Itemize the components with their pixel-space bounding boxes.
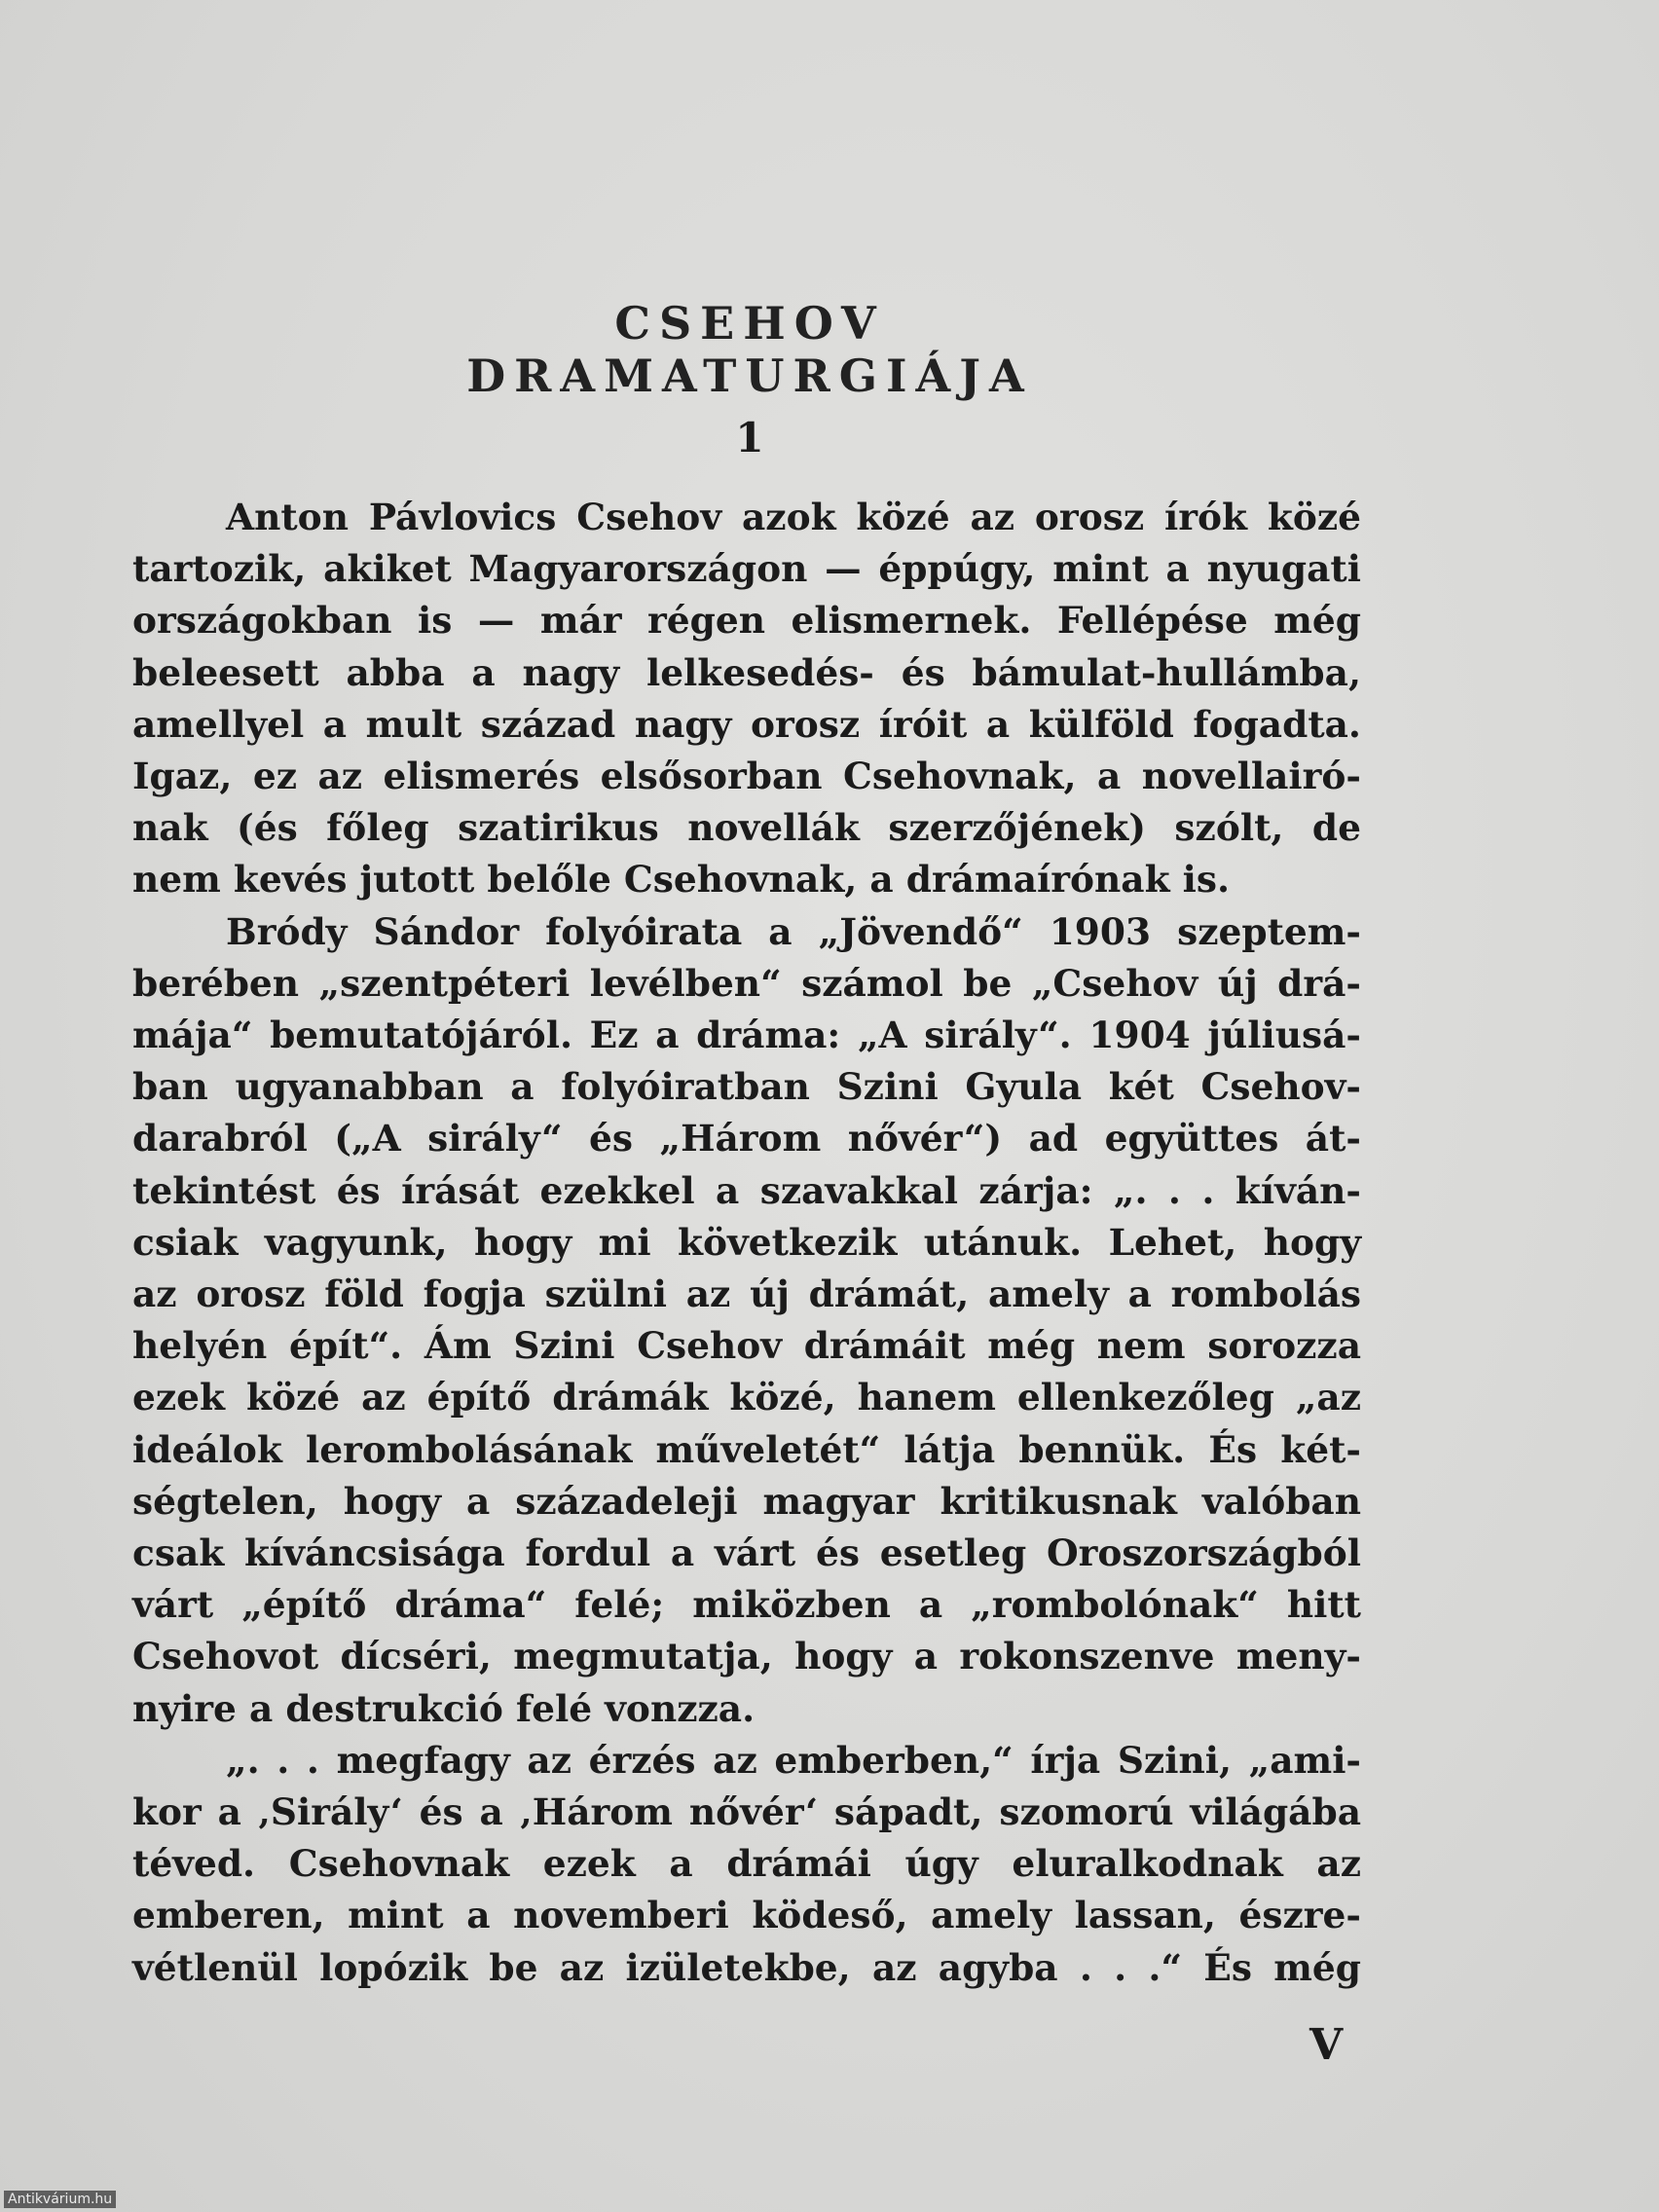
text-line: Csehovot dícséri, megmutatja, hogy a rokonszenve meny- [132, 1635, 1361, 1678]
watermark: Antikvárium.hu [4, 2191, 116, 2208]
section-number: 1 [735, 414, 764, 461]
text-line: darabról („A sirály“ és „Három nővér“) ad együttes át- [132, 1117, 1361, 1161]
text-line: nyire a destrukció felé vonzza. [132, 1686, 756, 1730]
text-line: berében „szentpéteri levélben“ számol be „Csehov új drá- [132, 961, 1361, 1005]
text-line: nak (és főleg szatirikus novellák szerzőjének) szólt, de [132, 806, 1361, 850]
text-line: „. . . megfagy az érzés az emberben,“ írja Szini, „ami- [226, 1738, 1361, 1782]
body-text [132, 492, 1361, 1994]
text-line: tekintést és írását ezekkel a szavakkal zárja: „. . . kíván- [132, 1168, 1361, 1212]
text-line: várt „építő dráma“ felé; miközben a „rombolónak“ hitt [132, 1583, 1361, 1627]
text-line: amellyel a mult század nagy orosz íróit a külföld fogadta. [132, 702, 1361, 746]
text-line: vétlenül lopózik be az izületekbe, az agyba . . .“ És még [132, 1945, 1361, 1989]
text-line: Igaz, ez az elismerés elsősorban Csehovnak, a novellairó- [132, 755, 1361, 798]
text-line: Bródy Sándor folyóirata a „Jövendő“ 1903 szeptem- [226, 909, 1361, 953]
text-line: nem kevés jutott belőle Csehovnak, a drámaírónak is. [132, 858, 1231, 902]
text-line: csak kíváncsisága fordul a várt és esetleg Oroszországból [132, 1531, 1361, 1575]
chapter-title: CSEHOV DRAMATURGIÁJA [466, 297, 1033, 402]
text-line: emberen, mint a novemberi ködeső, amely lassan, észre- [132, 1894, 1361, 1937]
text-line: csiak vagyunk, hogy mi következik utánuk. Lehet, hogy [132, 1220, 1361, 1264]
text-line: mája“ bemutatójáról. Ez a dráma: „A sirály“. 1904 júliusá- [132, 1014, 1361, 1057]
text-line: az orosz föld fogja szülni az új drámát, amely a rombolás [132, 1272, 1361, 1316]
text-line: ségtelen, hogy a századeleji magyar kritikusnak valóban [132, 1479, 1361, 1523]
text-line: Anton Pávlovics Csehov azok közé az orosz írók közé [226, 496, 1361, 538]
text-line: tartozik, akiket Magyarországon — éppúgy, mint a nyugati [132, 547, 1361, 591]
text-line: ideálok lerombolásának műveletét“ látja bennük. És két- [132, 1427, 1361, 1471]
page-folio: V [1309, 2020, 1344, 2070]
text-line: téved. Csehovnak ezek a drámái úgy eluralkodnak az [132, 1842, 1361, 1886]
text-line: helyén épít“. Ám Szini Csehov drámáit még nem sorozza [132, 1324, 1361, 1368]
text-line: ezek közé az építő drámák közé, hanem ellenkezőleg „az [132, 1376, 1361, 1419]
text-line: kor a ‚Sirály‘ és a ‚Három nővér‘ sápadt, szomorú világába [132, 1790, 1361, 1834]
text-line: ban ugyanabban a folyóiratban Szini Gyula két Csehov- [132, 1065, 1361, 1109]
text-line: beleesett abba a nagy lelkesedés- és bámulat-hullámba, [132, 650, 1361, 694]
text-line: országokban is — már régen elismernek. Fellépése még [132, 599, 1361, 643]
